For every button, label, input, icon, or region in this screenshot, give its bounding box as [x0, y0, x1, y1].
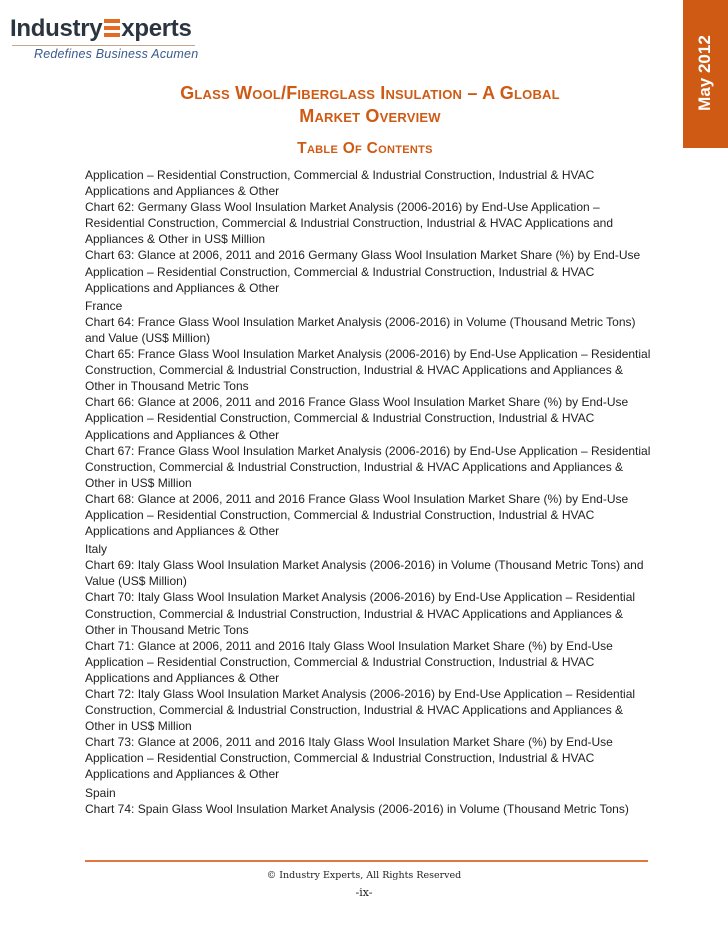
- toc-block: [85, 298, 665, 539]
- logo-tagline: Redefines Business Acumen: [34, 47, 199, 61]
- toc-line: Other in US$ Million: [85, 475, 192, 490]
- toc-line: Applications and Appliances & Other: [85, 524, 280, 539]
- toc-line: Other in US$ Million: [85, 719, 192, 734]
- toc-line: Chart 62: Germany Glass Wool Insulation Market Analysis (2006-2016) by End-Use Application –: [85, 200, 600, 215]
- logo-e-bars-icon: [104, 19, 120, 37]
- toc-line: Construction, Commercial & Industrial Construction, Industrial & HVAC Applications and Appliances &: [85, 363, 624, 378]
- toc-line: Chart 67: France Glass Wool Insulation Market Analysis (2006-2016) by End-Use Application – Residential: [85, 443, 651, 458]
- date-tab: [683, 0, 728, 148]
- toc-block: [85, 541, 665, 782]
- toc-line: Applications and Appliances & Other: [85, 184, 280, 199]
- toc-line: Applications and Appliances & Other: [85, 767, 280, 782]
- toc-line: Chart 66: Glance at 2006, 2011 and 2016 France Glass Wool Insulation Market Share (%) by End-Use: [85, 395, 629, 410]
- footer-copyright: © Industry Experts, All Rights Reserved: [266, 870, 462, 881]
- toc-line: Spain: [85, 785, 116, 800]
- toc-content: [85, 167, 665, 819]
- toc-block: [85, 785, 665, 817]
- logo-name-part1: Industry: [10, 15, 103, 42]
- toc-line: Residential Construction, Commercial & Industrial Construction, Industrial & HVAC Applications and: [85, 216, 614, 231]
- toc-line: Construction, Commercial & Industrial Construction, Industrial & HVAC Applications and Appliances &: [85, 459, 624, 474]
- toc-line: Chart 64: France Glass Wool Insulation Market Analysis (2006-2016) in Volume (Thousand Metric Tons): [85, 314, 636, 329]
- toc-line: Construction, Commercial & Industrial Construction, Industrial & HVAC Applications and Appliances &: [85, 606, 624, 621]
- logo-name-part2: xperts: [121, 15, 192, 42]
- industry-experts-logo: [10, 14, 210, 61]
- title-line-2: Market Overview: [299, 106, 441, 126]
- toc-line: Chart 69: Italy Glass Wool Insulation Market Analysis (2006-2016) in Volume (Thousand Metric Tons) and: [85, 558, 644, 573]
- toc-line: Application – Residential Construction, Commercial & Industrial Construction, Industrial & HVAC: [85, 168, 595, 182]
- date-label: May 2012: [695, 35, 714, 111]
- toc-line: Chart 73: Glance at 2006, 2011 and 2016 Italy Glass Wool Insulation Market Share (%) by End-Use: [85, 735, 613, 750]
- page-number: -ix-: [355, 886, 373, 899]
- toc-line: Chart 63: Glance at 2006, 2011 and 2016 Germany Glass Wool Insulation Market Share (%) by End-Use: [85, 248, 641, 263]
- toc-line: Applications and Appliances & Other: [85, 670, 280, 685]
- toc-line: Construction, Commercial & Industrial Construction, Industrial & HVAC Applications and Appliances &: [85, 703, 624, 718]
- toc-line: Applications and Appliances & Other: [85, 427, 280, 442]
- toc-line: Application – Residential Construction, Commercial & Industrial Construction, Industrial & HVAC: [85, 264, 595, 279]
- toc-line: France: [85, 298, 123, 313]
- toc-line: Chart 72: Italy Glass Wool Insulation Market Analysis (2006-2016) by End-Use Application – Residential: [85, 687, 636, 701]
- toc-line: Application – Residential Construction, Commercial & Industrial Construction, Industrial & HVAC: [85, 507, 595, 522]
- toc-line: Appliances & Other in US$ Million: [85, 232, 266, 247]
- footer-divider: [85, 860, 648, 862]
- toc-line: Chart 70: Italy Glass Wool Insulation Market Analysis (2006-2016) by End-Use Application – Residential: [85, 590, 636, 605]
- toc-line: Chart 74: Spain Glass Wool Insulation Market Analysis (2006-2016) in Volume (Thousand Metric Tons): [85, 801, 629, 816]
- toc-line: Chart 68: Glance at 2006, 2011 and 2016 France Glass Wool Insulation Market Share (%) by End-Use: [85, 491, 629, 506]
- toc-line: and Value (US$ Million): [85, 330, 211, 345]
- toc-line: Value (US$ Million): [85, 574, 187, 589]
- toc-line: Applications and Appliances & Other: [85, 280, 280, 295]
- toc-line: Chart 65: France Glass Wool Insulation Market Analysis (2006-2016) by End-Use Application – Residential: [85, 347, 651, 362]
- toc-block: [85, 167, 665, 296]
- toc-heading: Table Of Contents: [297, 140, 433, 157]
- toc-line: Other in Thousand Metric Tons: [85, 622, 249, 637]
- document-title: [100, 82, 640, 128]
- toc-line: Italy: [85, 542, 108, 557]
- toc-line: Application – Residential Construction, Commercial & Industrial Construction, Industrial & HVAC: [85, 411, 595, 426]
- toc-line: Application – Residential Construction, Commercial & Industrial Construction, Industrial & HVAC: [85, 751, 595, 766]
- logo-divider: [12, 45, 195, 46]
- logo-wordmark: [10, 14, 210, 44]
- toc-line: Other in Thousand Metric Tons: [85, 379, 249, 394]
- toc-line: Application – Residential Construction, Commercial & Industrial Construction, Industrial & HVAC: [85, 654, 595, 669]
- title-line-1: Glass Wool/Fiberglass Insulation – A Global: [180, 83, 560, 103]
- toc-line: Chart 71: Glance at 2006, 2011 and 2016 Italy Glass Wool Insulation Market Share (%) by End-Use: [85, 638, 613, 653]
